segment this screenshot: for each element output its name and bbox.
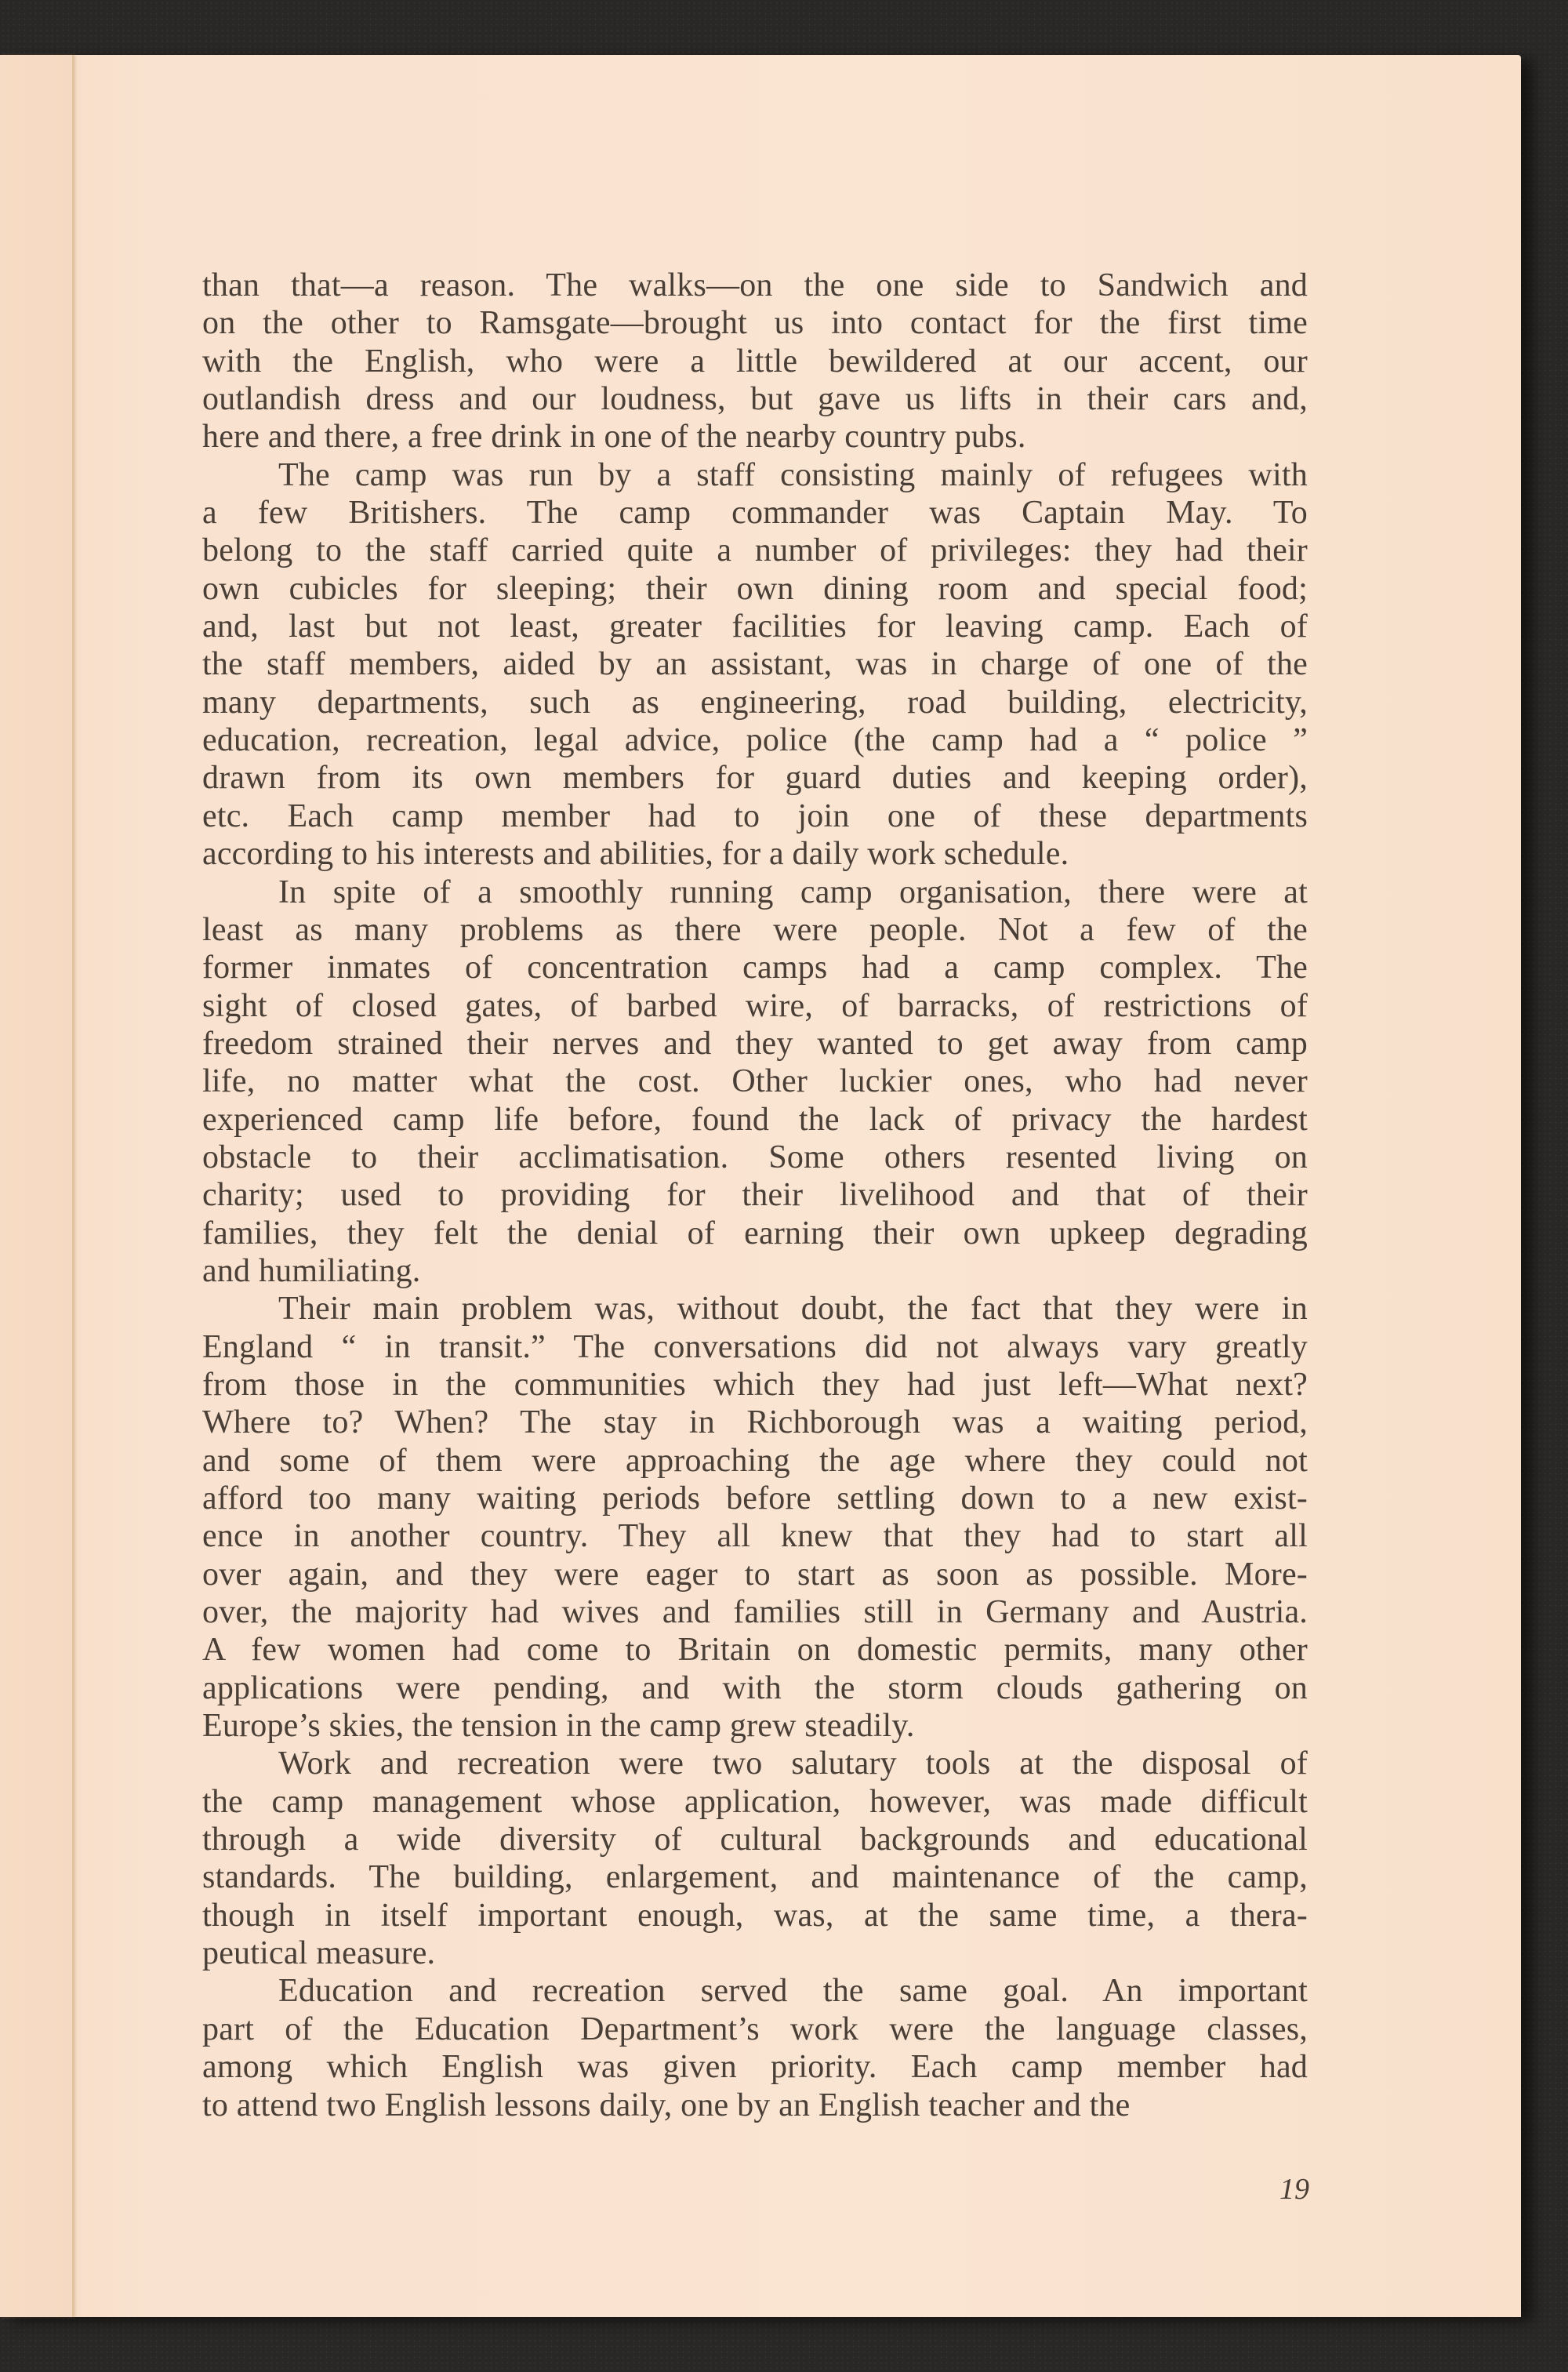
paragraph (202, 1745, 1308, 1972)
text-line: peutical measure. (202, 1935, 436, 1972)
book-page (0, 55, 1521, 2317)
text-line: among which English was given priority. Each camp member had (202, 2049, 1308, 2086)
text-line: many departments, such as engineering, road building, electricity, (202, 684, 1308, 721)
text-line: obstacle to their acclimatisation. Some others resented living on (202, 1139, 1308, 1175)
text-line: A few women had come to Britain on domestic permits, many other (202, 1632, 1308, 1669)
text-line: Where to? When? The stay in Richborough was a waiting period, (202, 1404, 1308, 1441)
paragraph (202, 456, 1308, 874)
text-line: with the English, who were a little bewildered at our accent, our (202, 343, 1308, 380)
text-line: England “ in transit.” The conversations did not always vary greatly (202, 1328, 1308, 1365)
page-number: 19 (1279, 2173, 1309, 2206)
text-line: ence in another country. They all knew that they had to start all (202, 1518, 1308, 1555)
paragraph (202, 1972, 1308, 2123)
text-line: over again, and they were eager to start as soon as possible. More- (202, 1556, 1308, 1593)
text-line: a few Britishers. The camp commander was Captain May. To (202, 495, 1308, 532)
text-line: outlandish dress and our loudness, but gave us lifts in their cars and, (202, 381, 1308, 418)
text-line: though in itself important enough, was, at the same time, a thera- (202, 1897, 1308, 1934)
text-line: drawn from its own members for guard duties and keeping order), (202, 760, 1308, 797)
text-line: than that—a reason. The walks—on the one side to Sandwich and (202, 267, 1308, 303)
text-line: to attend two English lessons daily, one by an English teacher and the (202, 2087, 1131, 2123)
text-line: the staff members, aided by an assistant, was in charge of one of the (202, 646, 1308, 683)
text-line: on the other to Ramsgate—brought us into contact for the first time (202, 305, 1308, 342)
text-line: own cubicles for sleeping; their own dining room and special food; (202, 570, 1308, 607)
text-line: from those in the communities which they had just left—What next? (202, 1366, 1308, 1403)
text-line: Their main problem was, without doubt, the fact that they were in (278, 1291, 1308, 1328)
paragraph (202, 874, 1308, 1291)
paragraph (202, 1290, 1308, 1745)
text-line: part of the Education Department’s work were the language classes, (202, 2011, 1308, 2047)
body-text (202, 267, 1308, 2124)
text-line: applications were pending, and with the storm clouds gathering on (202, 1669, 1308, 1706)
text-line: least as many problems as there were people. Not a few of the (202, 911, 1308, 948)
text-line: and some of them were approaching the age where they could not (202, 1442, 1308, 1479)
text-line: over, the majority had wives and families still in Germany and Austria. (202, 1594, 1308, 1631)
text-line: Education and recreation served the same goal. An important (278, 1973, 1308, 2010)
text-line: and humiliating. (202, 1252, 421, 1289)
text-line: the camp management whose application, however, was made difficult (202, 1783, 1308, 1820)
text-line: Work and recreation were two salutary tools at the disposal of (278, 1745, 1308, 1782)
text-line: according to his interests and abilities, for a daily work schedule. (202, 836, 1069, 873)
text-line: etc. Each camp member had to join one of these departments (202, 797, 1308, 834)
text-line: The camp was run by a staff consisting mainly of refugees with (278, 456, 1308, 493)
text-line: afford too many waiting periods before settling down to a new exist- (202, 1480, 1308, 1517)
text-line: charity; used to providing for their livelihood and that of their (202, 1177, 1308, 1214)
text-line: belong to the staff carried quite a number of privileges: they had their (202, 532, 1308, 569)
text-line: families, they felt the denial of earning their own upkeep degrading (202, 1215, 1308, 1251)
text-line: standards. The building, enlargement, and maintenance of the camp, (202, 1859, 1308, 1896)
text-line: life, no matter what the cost. Other luckier ones, who had never (202, 1063, 1308, 1100)
text-line: experienced camp life before, found the lack of privacy the hardest (202, 1101, 1308, 1138)
paragraph (202, 267, 1308, 456)
previous-page-edge (0, 55, 74, 2317)
text-line: and, last but not least, greater facilities for leaving camp. Each of (202, 608, 1308, 645)
text-line: In spite of a smoothly running camp organisation, there were at (278, 874, 1308, 910)
text-line: Europe’s skies, the tension in the camp grew steadily. (202, 1708, 915, 1745)
text-line: education, recreation, legal advice, police (the camp had a “ police ” (202, 722, 1308, 759)
text-line: freedom strained their nerves and they wanted to get away from camp (202, 1025, 1308, 1062)
text-line: through a wide diversity of cultural backgrounds and educational (202, 1822, 1308, 1858)
text-line: here and there, a free drink in one of the nearby country pubs. (202, 419, 1026, 456)
text-line: sight of closed gates, of barbed wire, of barracks, of restrictions of (202, 987, 1308, 1024)
text-line: former inmates of concentration camps had a camp complex. The (202, 950, 1308, 986)
